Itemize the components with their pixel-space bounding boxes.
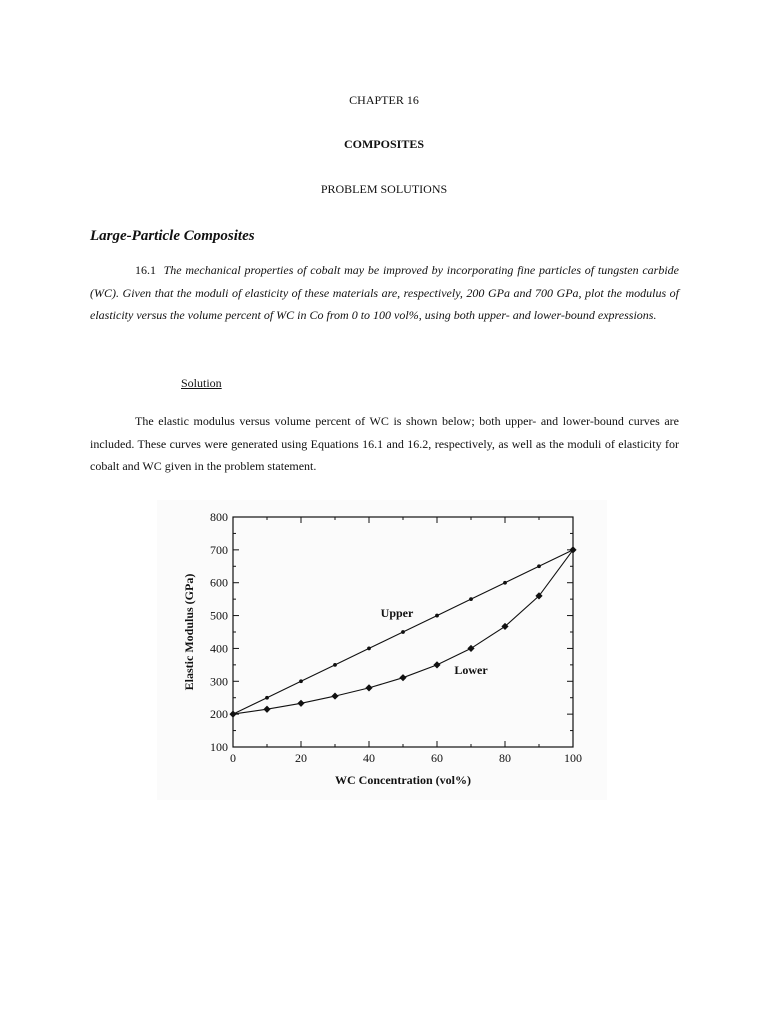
chapter-title: COMPOSITES bbox=[343, 137, 424, 151]
legend-upper: Upper bbox=[380, 606, 414, 620]
problem-text: The mechanical properties of cobalt may be improved by incorporating fine particles of tungsten carbide (WC). Given that the moduli of elasticity of these materials are, respectively, 200 GPa and 700 GPa, plot the modulus of elasticity versus the volume percent of WC in Co from 0 to 100 vol%, using both upper- and lower-bound expressions. bbox=[90, 263, 680, 322]
solution-text: The elastic modulus versus volume percent of WC is shown below; both upper- and lower-bound curves are included. These curves were generated using Equations 16.1 and 16.2, respectively, as well as the moduli of elasticity for cobalt and WC given in the problem statement. bbox=[90, 414, 679, 473]
lower-marker bbox=[263, 706, 270, 713]
problem-paragraph bbox=[90, 259, 679, 327]
upper-marker bbox=[265, 696, 269, 700]
lower-marker bbox=[297, 700, 304, 707]
x-tick-label: 40 bbox=[363, 751, 375, 765]
upper-marker bbox=[469, 597, 473, 601]
lower-marker bbox=[399, 674, 406, 681]
y-tick-label: 500 bbox=[210, 608, 228, 623]
x-tick-label: 80 bbox=[499, 751, 511, 765]
lower-marker bbox=[433, 661, 440, 668]
section-heading: Large-Particle Composites bbox=[90, 228, 255, 244]
x-tick-label: 60 bbox=[431, 751, 443, 765]
y-tick-label: 800 bbox=[210, 510, 228, 524]
y-tick-label: 200 bbox=[210, 707, 228, 722]
lower-marker bbox=[569, 546, 576, 553]
upper-marker bbox=[367, 647, 371, 651]
y-tick-label: 400 bbox=[210, 641, 228, 656]
upper-marker bbox=[401, 630, 405, 634]
upper-marker bbox=[299, 679, 303, 683]
x-tick-label: 100 bbox=[564, 751, 582, 765]
upper-marker bbox=[333, 663, 337, 667]
lower-marker bbox=[467, 645, 474, 652]
upper-marker bbox=[537, 564, 541, 568]
lower-marker bbox=[229, 711, 236, 718]
y-tick-label: 300 bbox=[210, 674, 228, 689]
upper-marker bbox=[435, 614, 439, 618]
x-tick-label: 20 bbox=[295, 751, 307, 765]
y-tick-label: 700 bbox=[210, 542, 228, 557]
figure bbox=[157, 500, 607, 800]
modulus-chart bbox=[157, 500, 607, 800]
x-axis-label: WC Concentration (vol%) bbox=[335, 773, 471, 787]
x-tick-label: 0 bbox=[230, 751, 236, 765]
y-axis-label: Elastic Modulus (GPa) bbox=[182, 573, 196, 691]
solution-label: Solution bbox=[181, 376, 222, 390]
chapter-label: CHAPTER 16 bbox=[349, 93, 419, 107]
legend-lower: Lower bbox=[454, 663, 488, 677]
lower-marker bbox=[365, 684, 372, 691]
section-label: PROBLEM SOLUTIONS bbox=[320, 182, 448, 196]
problem-number: 16.1 bbox=[135, 263, 156, 277]
lower-marker bbox=[331, 692, 338, 699]
y-tick-label: 600 bbox=[210, 575, 228, 590]
solution-paragraph bbox=[90, 410, 679, 478]
y-tick-label: 100 bbox=[210, 740, 228, 754]
upper-marker bbox=[503, 581, 507, 585]
